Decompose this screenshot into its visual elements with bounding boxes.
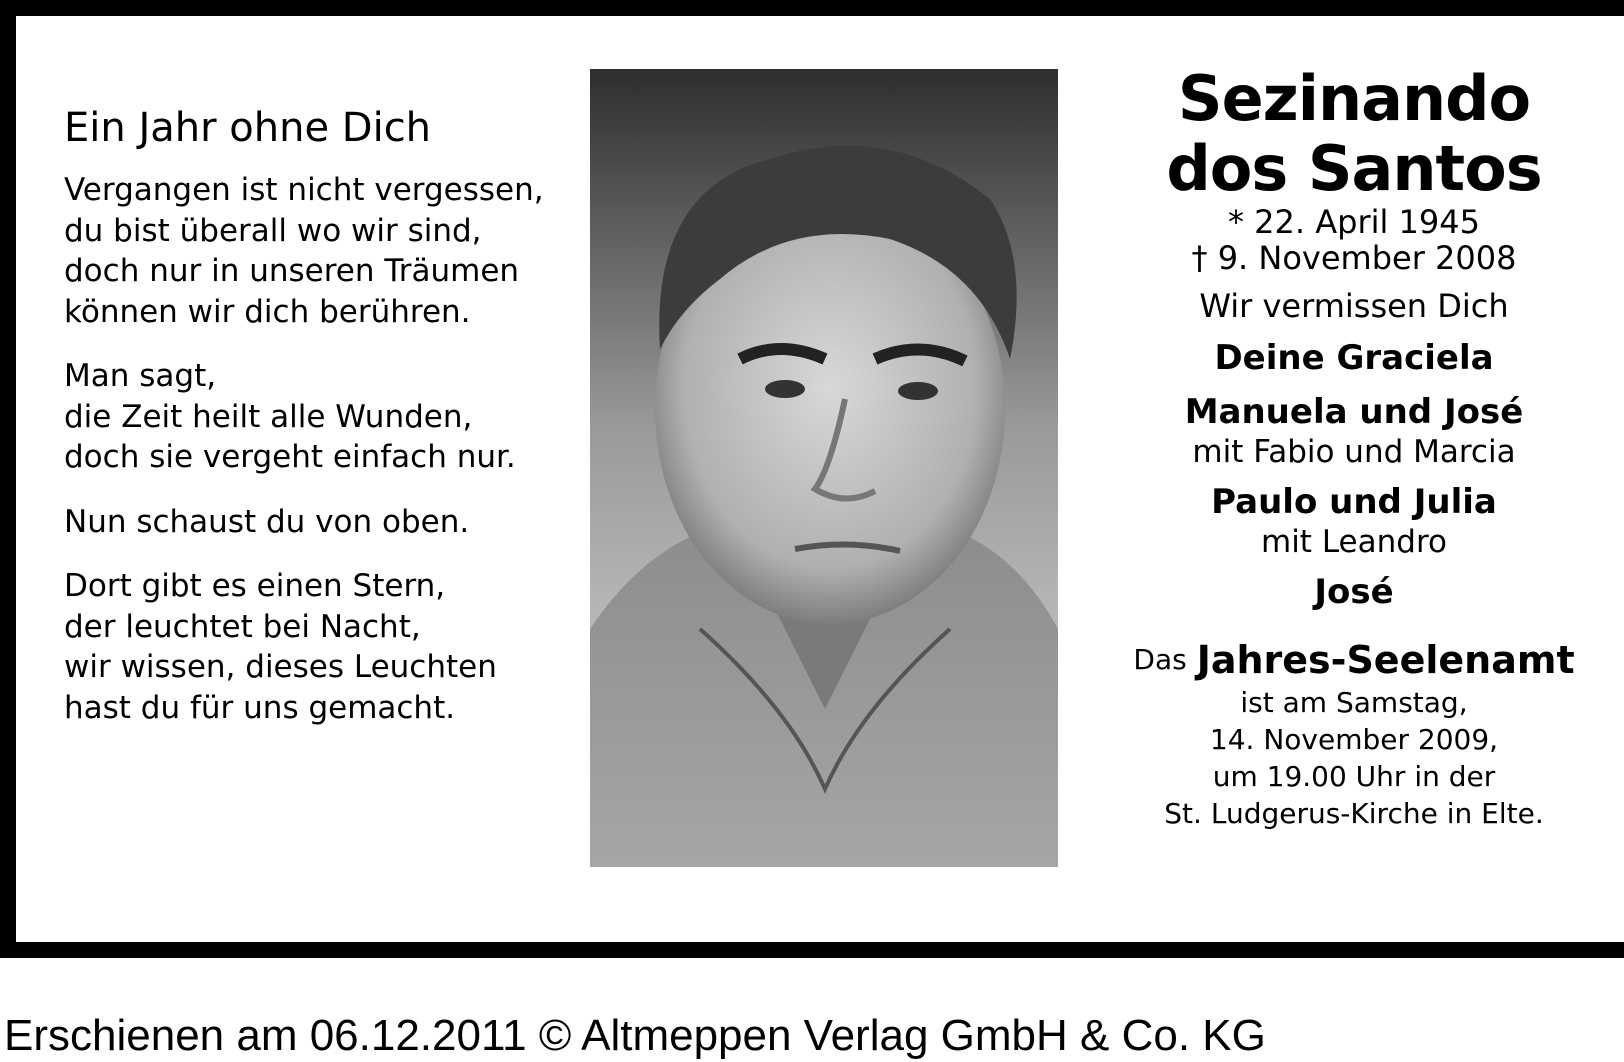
birth-date: * 22. April 1945 [1228, 203, 1480, 241]
deceased-surname: dos Santos [1166, 132, 1542, 205]
mass-detail: um 19.00 Uhr in der [1212, 760, 1496, 793]
poem-stanza [64, 566, 584, 728]
mass-detail: St. Ludgerus-Kirche in Elte. [1164, 797, 1544, 830]
poem-line: hast du für uns gemacht. [64, 689, 456, 726]
poem-stanza [64, 356, 584, 478]
family-member-sub: mit Leandro [1261, 524, 1447, 560]
miss-message: Wir vermissen Dich [1199, 287, 1509, 325]
mass-heading [1104, 638, 1604, 682]
poem-line: Vergangen ist nicht vergessen, [64, 172, 544, 208]
poem-stanza [64, 170, 584, 332]
poem-line: Dort gibt es einen Stern, [64, 568, 446, 604]
mass-title: Jahres-Seelenamt [1196, 638, 1575, 682]
poem-line: doch sie vergeht einfach nur. [64, 439, 516, 475]
family-member-sub: mit Fabio und Marcia [1192, 434, 1516, 470]
family-member: José [1314, 572, 1394, 612]
publication-credit: Erschienen am 06.12.2011 © Altmeppen Verlag GmbH & Co. KG [4, 1011, 1266, 1060]
mass-detail: 14. November 2009, [1209, 723, 1499, 756]
death-date: † 9. November 2008 [1191, 239, 1517, 277]
mass-detail: ist am Samstag, [1240, 686, 1468, 719]
family-member: Manuela und José [1184, 392, 1524, 432]
poem-line: doch nur in unseren Träumen [64, 253, 520, 289]
deceased-name: Sezinando [1177, 62, 1531, 135]
poem-line: wir wissen, dieses Leuchten [64, 649, 497, 685]
poem-stanza [64, 502, 584, 543]
portrait-photo [590, 69, 1058, 867]
poem-line: Nun schaust du von oben. [64, 503, 470, 540]
mass-article: Das [1133, 643, 1187, 676]
family-member: Deine Graciela [1214, 338, 1494, 378]
poem-line: der leuchtet bei Nacht, [64, 608, 421, 645]
poem-line: Man sagt, [64, 358, 217, 394]
portrait-illustration [590, 69, 1058, 867]
poem-line: du bist überall wo wir sind, [64, 212, 482, 249]
dedication-column [1104, 64, 1604, 830]
poem-line: die Zeit heilt alle Wunden, [64, 398, 473, 435]
poem-line: können wir dich berühren. [64, 293, 471, 330]
memorial-poem [64, 104, 584, 752]
family-member: Paulo und Julia [1211, 482, 1497, 522]
poem-title: Ein Jahr ohne Dich [64, 105, 432, 151]
